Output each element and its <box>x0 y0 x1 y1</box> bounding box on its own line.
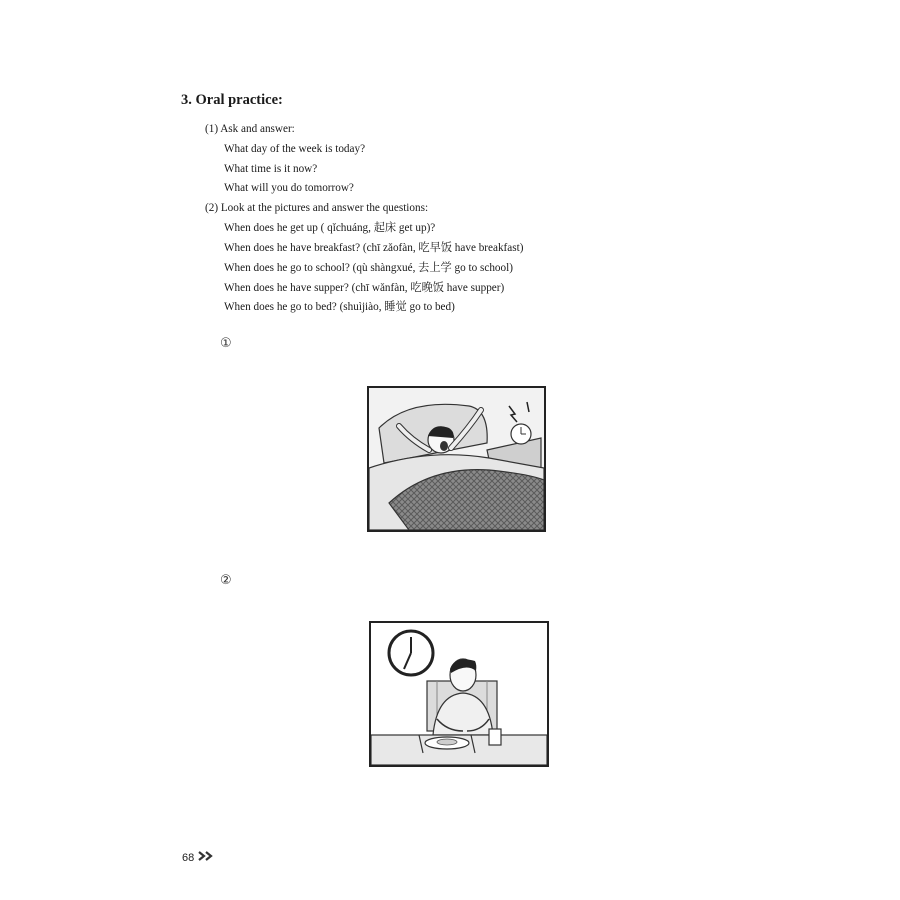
question-line: When does he have breakfast? (chī zǎofàn, 吃早饭 have breakfast) <box>224 242 524 254</box>
question-line: What time is it now? <box>224 163 318 175</box>
picture-getting-up <box>367 386 546 532</box>
part1-label: (1) Ask and answer: <box>205 123 295 135</box>
question-line: When does he get up ( qǐchuáng, 起床 get up)? <box>224 222 436 234</box>
picture-breakfast <box>369 621 549 767</box>
picture-2-marker: ② <box>220 573 232 588</box>
question-line: When does he have supper? (chī wǎnfàn, 吃晚饭 have supper) <box>224 282 505 294</box>
page-number: 68 <box>182 851 195 864</box>
breakfast-illustration <box>371 623 547 765</box>
question-line: What day of the week is today? <box>224 143 366 155</box>
page-footer <box>182 851 216 864</box>
waking-up-illustration <box>369 388 544 530</box>
question-line: When does he go to bed? (shuìjiào, 睡觉 go to bed) <box>224 301 455 313</box>
double-chevron-right-icon <box>198 851 216 864</box>
part2-label: (2) Look at the pictures and answer the questions: <box>205 202 429 214</box>
picture-1-marker: ① <box>220 336 232 351</box>
section-heading: 3. Oral practice: <box>181 92 283 108</box>
question-line: What will you do tomorrow? <box>224 182 354 194</box>
question-line: When does he go to school? (qù shàngxué, 去上学 go to school) <box>224 262 513 274</box>
